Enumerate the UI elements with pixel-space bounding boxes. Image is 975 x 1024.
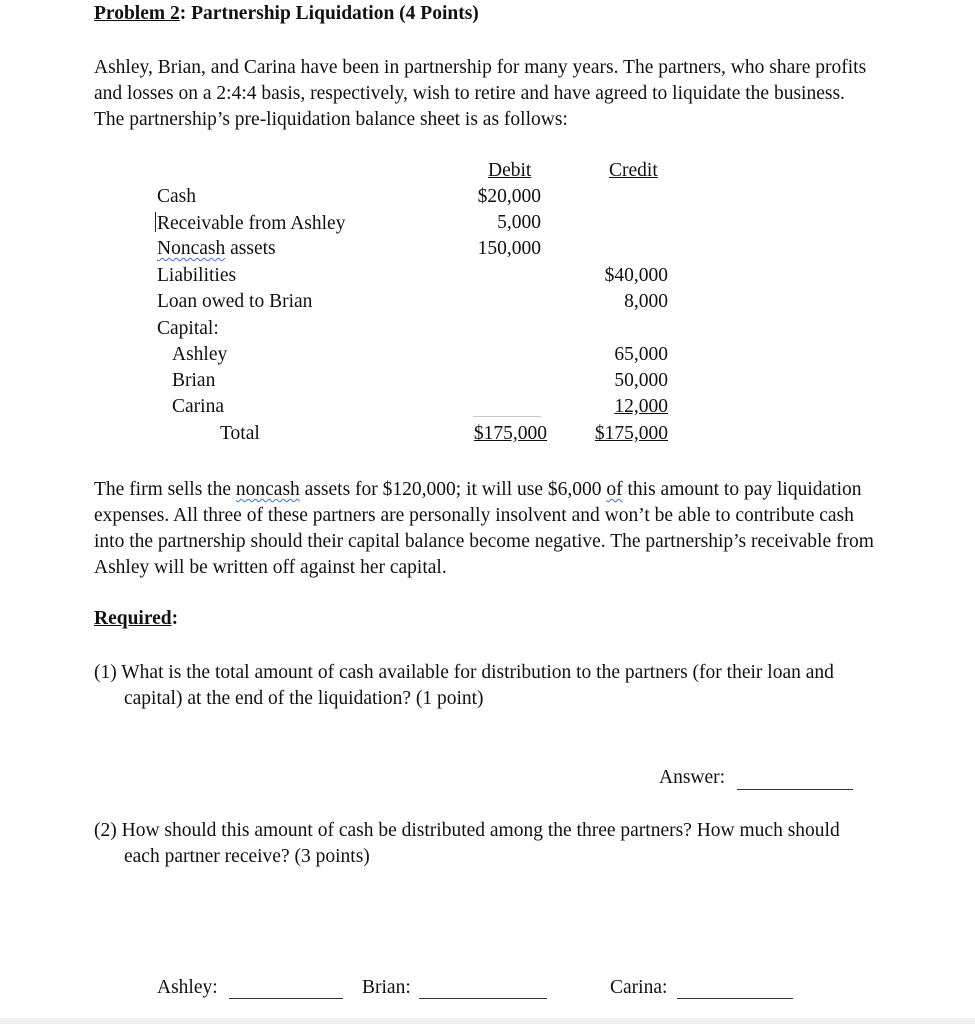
row-total-credit: $175,000 [594,423,668,444]
text-cursor [155,212,156,232]
row-ashley-label: Ashley [172,344,228,365]
carina-answer-blank[interactable] [677,998,793,999]
row-noncash-debit: 150,000 [477,238,541,259]
sale-paragraph: The firm sells the noncash assets for $120,000; it will use $6,000 of this amount to pay liquidation expenses. All three of these partners are personally insolvent and won’t be able to contribute cash into the partnership should their capital balance become negative. The partnership’s receivable from Ashley will be written off against her capital. [94,479,874,578]
row-receivable-debit: 5,000 [497,212,541,233]
problem-title-prefix: Problem 2 [94,3,180,24]
row-liabilities-credit: $40,000 [604,265,668,286]
required-heading: Required: [94,608,179,629]
ashley-answer-blank[interactable] [229,998,343,999]
problem-title [94,3,479,25]
row-carina-credit: 12,000 [614,396,668,417]
debit-subtotal-rule [473,416,541,417]
row-total-label: Total [220,423,260,444]
carina-answer-label: Carina: [610,977,668,998]
ashley-answer-label: Ashley: [157,977,218,998]
debit-header: Debit [488,160,532,181]
row-capital-label: Capital: [157,318,219,339]
row-cash-label: Cash [157,186,196,207]
row-brian-label: Brian [172,370,216,391]
row-brian-credit: 50,000 [614,370,668,391]
question-2: (2) How should this amount of cash be distributed among the three partners? How much should each partner receive? (3 points) [94,820,840,867]
question-1: (1) What is the total amount of cash available for distribution to the partners (for their loan and capital) at the end of the liquidation? (1 point) [94,662,834,709]
row-noncash-label: Noncash assets [157,238,276,259]
row-ashley-credit: 65,000 [614,344,668,365]
row-total-debit: $175,000 [473,423,547,444]
problem-title-suffix: : Partnership Liquidation (4 Points) [179,3,479,24]
intro-text: Ashley, Brian, and Carina have been in partnership for many years. The partners, who share profits and losses on a 2:4:4 basis, respectively, wish to retire and have agreed to liquidate the business. The partnership’s pre-liquidation balance sheet is as follows: [94,57,867,130]
answer-label: Answer: [659,767,726,788]
row-carina-label: Carina [172,396,224,417]
credit-header: Credit [609,160,658,181]
row-liabilities-label: Liabilities [157,265,237,286]
page-bottom-strip [0,1018,975,1024]
brian-answer-blank[interactable] [419,998,547,999]
row-loan-label: Loan owed to Brian [157,291,313,312]
brian-answer-label: Brian: [362,977,411,998]
answer-blank[interactable] [737,789,853,790]
intro-paragraph [94,55,874,133]
row-cash-debit: $20,000 [477,186,541,207]
row-receivable-label: Receivable from Ashley [157,213,346,234]
row-loan-credit: 8,000 [624,291,668,312]
